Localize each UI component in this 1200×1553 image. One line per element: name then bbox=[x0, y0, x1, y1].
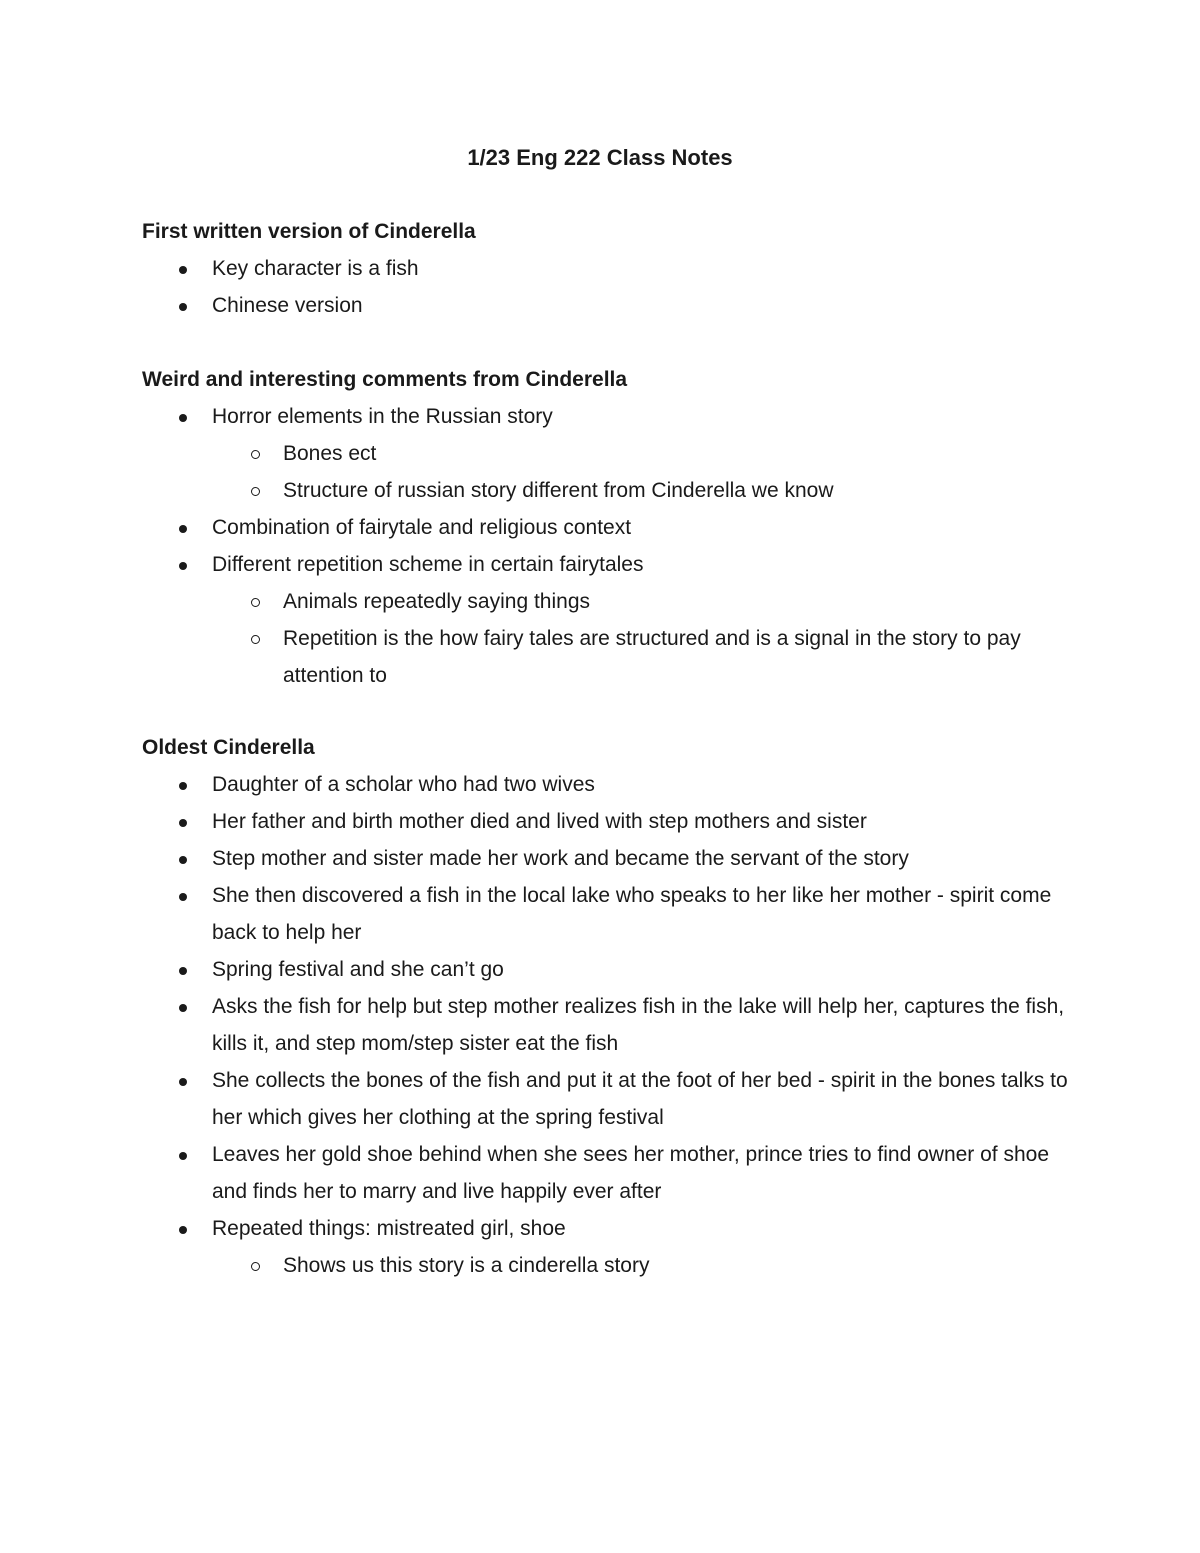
bullet-list bbox=[142, 398, 1072, 694]
sub-bullet-list bbox=[212, 435, 1072, 509]
section-oldest-cinderella bbox=[142, 729, 1072, 1284]
bullet-icon bbox=[179, 525, 187, 533]
bullet-icon bbox=[179, 303, 187, 311]
sub-list-item-text: Structure of russian story different from Cinderella we know bbox=[283, 479, 834, 502]
list-item bbox=[142, 250, 1072, 287]
list-item bbox=[142, 840, 1072, 877]
sub-list-item bbox=[212, 435, 1072, 472]
bullet-icon bbox=[179, 1152, 187, 1160]
bullet-icon bbox=[179, 782, 187, 790]
list-item-text: Combination of fairytale and religious context bbox=[212, 516, 632, 539]
list-item bbox=[142, 1210, 1072, 1284]
bullet-icon bbox=[179, 856, 187, 864]
bullet-icon bbox=[179, 1078, 187, 1086]
list-item-text: Key character is a fish bbox=[212, 257, 419, 280]
list-item-text: She collects the bones of the fish and put it at the foot of her bed - spirit in the bones talks to her which gives her clothing at the spring festival bbox=[212, 1069, 1068, 1129]
bullet-icon bbox=[179, 266, 187, 274]
sub-list-item bbox=[212, 620, 1072, 694]
list-item bbox=[142, 509, 1072, 546]
list-item-text: Daughter of a scholar who had two wives bbox=[212, 773, 595, 796]
sub-list-item-text: Shows us this story is a cinderella story bbox=[283, 1254, 650, 1277]
list-item-text: Asks the fish for help but step mother realizes fish in the lake will help her, captures the fish, kills it, and step mom/step sister eat the fish bbox=[212, 995, 1065, 1055]
section-first-written-version bbox=[142, 213, 1072, 324]
sub-list-item bbox=[212, 583, 1072, 620]
list-item bbox=[142, 287, 1072, 324]
list-item bbox=[142, 1136, 1072, 1210]
hollow-bullet-icon bbox=[251, 487, 260, 496]
hollow-bullet-icon bbox=[251, 1262, 260, 1271]
list-item bbox=[142, 877, 1072, 951]
sub-list-item-text: Bones ect bbox=[283, 442, 377, 465]
section-weird-and-interesting bbox=[142, 361, 1072, 694]
list-item-text: Horror elements in the Russian story bbox=[212, 405, 553, 428]
list-item-text: Chinese version bbox=[212, 294, 363, 317]
list-item-text: Her father and birth mother died and lived with step mothers and sister bbox=[212, 810, 867, 833]
hollow-bullet-icon bbox=[251, 635, 260, 644]
list-item-text: Step mother and sister made her work and became the servant of the story bbox=[212, 847, 909, 870]
sub-list-item bbox=[212, 472, 1072, 509]
section-heading: Oldest Cinderella bbox=[142, 736, 315, 759]
bullet-icon bbox=[179, 1226, 187, 1234]
bullet-icon bbox=[179, 562, 187, 570]
list-item bbox=[142, 988, 1072, 1062]
hollow-bullet-icon bbox=[251, 598, 260, 607]
bullet-icon bbox=[179, 414, 187, 422]
bullet-icon bbox=[179, 967, 187, 975]
list-item bbox=[142, 951, 1072, 988]
list-item-text: Different repetition scheme in certain fairytales bbox=[212, 553, 644, 576]
list-item bbox=[142, 766, 1072, 803]
list-item-text: She then discovered a fish in the local lake who speaks to her like her mother - spirit come back to help her bbox=[212, 884, 1052, 944]
bullet-icon bbox=[179, 893, 187, 901]
hollow-bullet-icon bbox=[251, 450, 260, 459]
bullet-icon bbox=[179, 819, 187, 827]
list-item-text: Repeated things: mistreated girl, shoe bbox=[212, 1217, 566, 1240]
list-item bbox=[142, 546, 1072, 694]
list-item bbox=[142, 1062, 1072, 1136]
sub-list-item-text: Repetition is the how fairy tales are structured and is a signal in the story to pay attention to bbox=[283, 627, 1021, 687]
bullet-icon bbox=[179, 1004, 187, 1012]
sub-list-item-text: Animals repeatedly saying things bbox=[283, 590, 591, 613]
list-item-text: Spring festival and she can’t go bbox=[212, 958, 504, 981]
sub-bullet-list bbox=[212, 1247, 1072, 1284]
sub-list-item bbox=[212, 1247, 1072, 1284]
page-title: 1/23 Eng 222 Class Notes bbox=[467, 145, 733, 170]
bullet-list bbox=[142, 250, 1072, 324]
list-item-text: Leaves her gold shoe behind when she sees her mother, prince tries to find owner of shoe and finds her to marry and live happily ever after bbox=[212, 1143, 1050, 1203]
section-heading: Weird and interesting comments from Cinderella bbox=[142, 368, 628, 391]
list-item bbox=[142, 398, 1072, 509]
list-item bbox=[142, 803, 1072, 840]
section-heading: First written version of Cinderella bbox=[142, 220, 476, 243]
bullet-list bbox=[142, 766, 1072, 1284]
sub-bullet-list bbox=[212, 583, 1072, 694]
